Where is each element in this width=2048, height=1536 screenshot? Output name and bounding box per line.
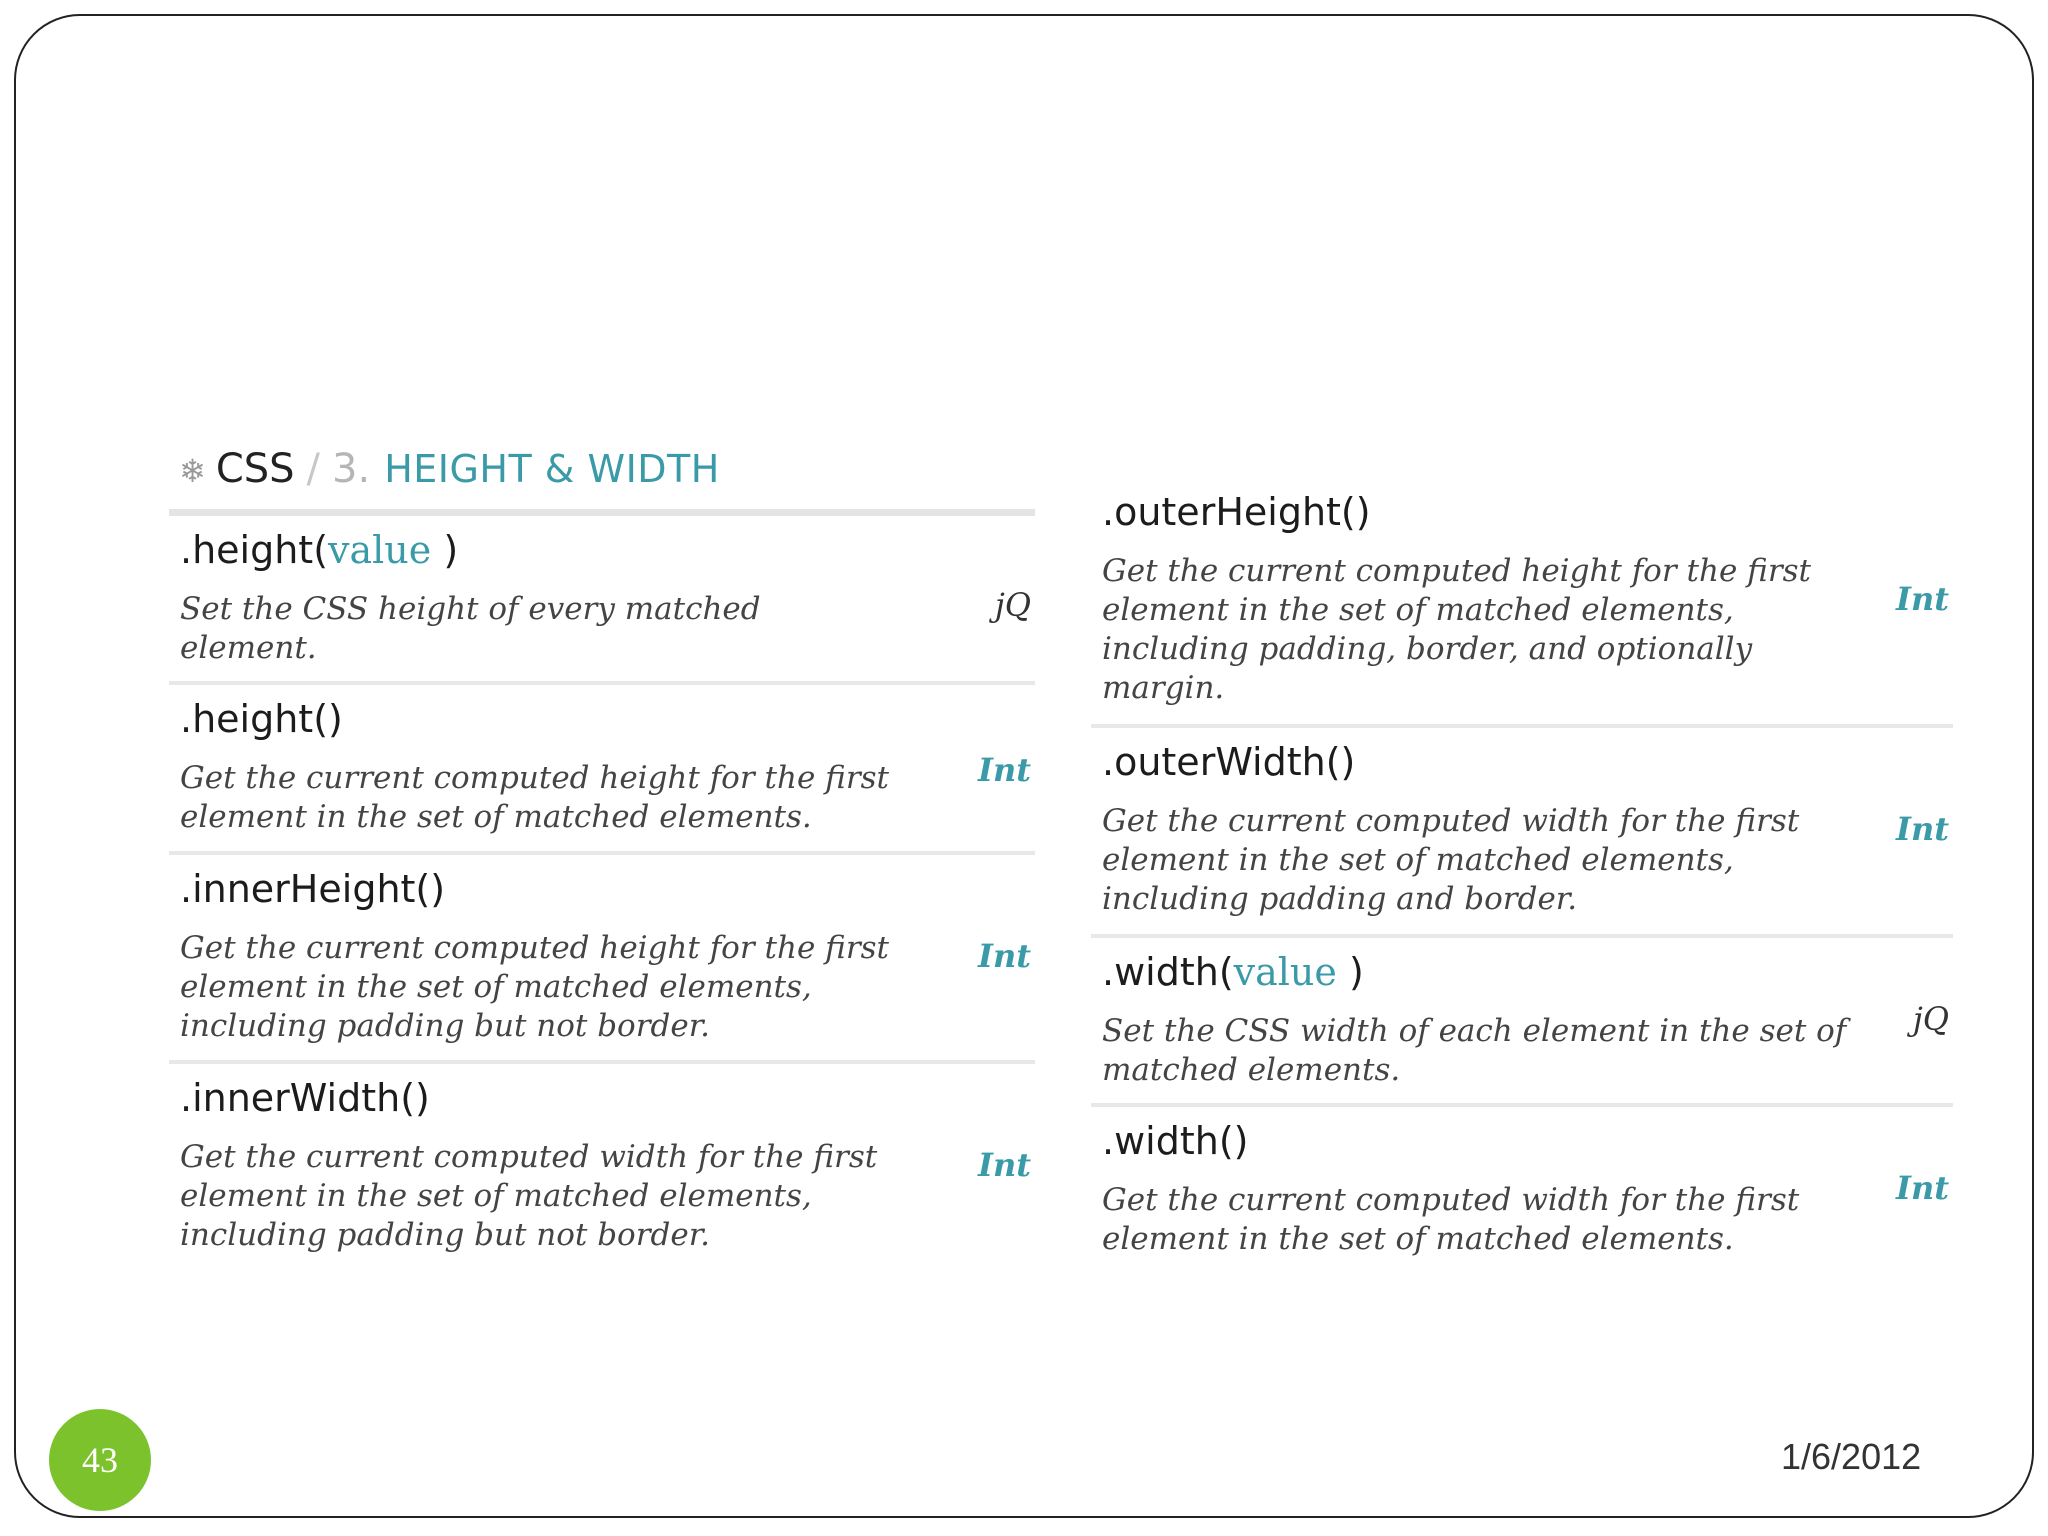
method-signature (1102, 1119, 1248, 1163)
return-type-tag: Int (1895, 810, 1949, 848)
method-entry (1091, 1107, 1953, 1277)
method-entry (169, 855, 1035, 1064)
method-entry (1091, 478, 1953, 728)
method-description (180, 1138, 970, 1255)
method-name: .outerWidth() (1102, 740, 1356, 784)
method-close: ) (431, 528, 459, 572)
method-description (180, 759, 970, 837)
description-line: including padding and border. (1102, 881, 1578, 917)
description-line: including padding but not border. (180, 1008, 710, 1044)
description-line: element in the set of matched elements, (1102, 592, 1734, 628)
description-line: Set the CSS width of each element in the set of (1102, 1013, 1847, 1049)
description-line: element. (180, 630, 317, 666)
description-line: Get the current computed height for the first (180, 760, 890, 796)
description-line: Get the current computed width for the first (180, 1139, 878, 1175)
method-signature (1102, 740, 1355, 784)
description-line: including padding but not border. (180, 1217, 710, 1253)
method-description (180, 929, 970, 1046)
return-type-tag: jQ (994, 586, 1031, 624)
heading-title: HEIGHT & WIDTH (384, 447, 720, 491)
description-line: element in the set of matched elements. (180, 799, 812, 835)
slide-frame (14, 14, 2034, 1518)
description-line: Get the current computed width for the first (1102, 803, 1800, 839)
description-line: margin. (1102, 670, 1225, 706)
method-name: .width( (1102, 950, 1234, 994)
return-type-tag: Int (1895, 1169, 1949, 1207)
section-heading (179, 446, 720, 506)
heading-number: 3. (332, 446, 371, 492)
description-line: Set the CSS height of every matched (180, 591, 761, 627)
method-entry (169, 516, 1035, 685)
description-line: element in the set of matched elements, (180, 1178, 812, 1214)
right-column (1091, 478, 1953, 1277)
method-signature (1102, 490, 1371, 534)
method-close: ) (1336, 950, 1364, 994)
method-entry (169, 685, 1035, 855)
snowflake-icon: ❄ (179, 452, 206, 490)
method-description (1102, 1181, 1892, 1259)
heading-section: CSS (215, 446, 295, 492)
method-description (180, 590, 970, 668)
heading-divider (169, 509, 1035, 516)
method-entry (1091, 728, 1953, 938)
method-entry (1091, 938, 1953, 1107)
return-type-tag: Int (977, 1146, 1031, 1184)
method-signature (180, 1076, 430, 1120)
method-signature (180, 867, 445, 911)
page-number-badge: 43 (49, 1409, 151, 1511)
description-line: element in the set of matched elements. (1102, 1221, 1734, 1257)
description-line: Get the current computed width for the first (1102, 1182, 1800, 1218)
return-type-tag: Int (977, 751, 1031, 789)
description-line: Get the current computed height for the first (180, 930, 890, 966)
slide-date: 1/6/2012 (1781, 1436, 1922, 1477)
method-param: value (328, 528, 432, 572)
method-name: .height( (180, 528, 329, 572)
method-entry (169, 1064, 1035, 1274)
method-name: .height() (180, 697, 343, 741)
left-column (169, 516, 1035, 1274)
return-type-tag: Int (977, 937, 1031, 975)
method-param: value (1233, 950, 1337, 994)
method-name: .width() (1102, 1119, 1249, 1163)
description-line: Get the current computed height for the first (1102, 553, 1812, 589)
description-line: matched elements. (1102, 1052, 1401, 1088)
method-description (1102, 1012, 1892, 1090)
method-signature (180, 528, 458, 572)
description-line: element in the set of matched elements, (180, 969, 812, 1005)
method-name: .innerWidth() (180, 1076, 430, 1120)
method-description (1102, 802, 1892, 919)
return-type-tag: jQ (1912, 1000, 1949, 1038)
method-signature (180, 697, 343, 741)
method-signature (1102, 950, 1364, 994)
method-description (1102, 552, 1892, 708)
heading-separator: / (306, 446, 321, 492)
description-line: including padding, border, and optionally (1102, 631, 1753, 667)
method-name: .innerHeight() (180, 867, 446, 911)
method-name: .outerHeight() (1102, 490, 1371, 534)
return-type-tag: Int (1895, 580, 1949, 618)
description-line: element in the set of matched elements, (1102, 842, 1734, 878)
